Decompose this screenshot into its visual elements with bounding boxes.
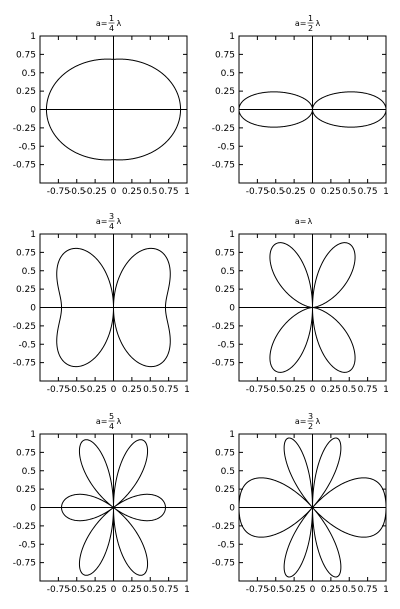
y-tick-label: -0.25 (211, 521, 235, 532)
x-tick-label: 0.25 (121, 187, 142, 197)
x-tick-label: 0.5 (143, 385, 158, 395)
x-tick-label: 0.25 (320, 187, 341, 197)
x-tick-label: 0.5 (143, 187, 158, 197)
x-tick-label: 0.25 (320, 385, 341, 395)
chart-title-prefix: a= (95, 217, 108, 226)
x-tick-label: 1 (383, 385, 389, 395)
y-tick-label: 0.75 (214, 50, 235, 61)
x-tick-label: -0.75 (245, 187, 270, 197)
chart-title-prefix: a= (95, 19, 108, 28)
y-tick-label: 0.5 (220, 68, 235, 79)
x-tick-label: 0.5 (143, 585, 158, 595)
x-tick-label: 1 (184, 585, 190, 595)
y-tick-label: -0.75 (211, 358, 235, 369)
y-tick-label: -0.5 (18, 142, 36, 153)
y-tick-label: -0.5 (217, 340, 235, 351)
chart-title-numerator: 1 (307, 14, 314, 23)
y-tick-label: -0.25 (211, 123, 235, 134)
x-tick-label: -0.25 (83, 187, 107, 197)
chart-title-prefix: a= (95, 417, 108, 426)
y-tick-label: 0.5 (21, 466, 36, 477)
x-tick-label: -0.5 (266, 187, 285, 197)
y-tick-label: 0.5 (21, 266, 36, 277)
y-tick-label: -0.25 (12, 521, 36, 532)
x-tick-label: 1 (383, 187, 389, 197)
x-tick-label: 0.25 (121, 585, 142, 595)
chart-title-suffix: λ (307, 217, 313, 226)
chart-title-prefix: a= (294, 217, 307, 226)
chart-title-suffix: λ (116, 417, 122, 426)
chart-title-numerator: 5 (108, 412, 115, 421)
x-tick-label: 0 (309, 187, 316, 197)
x-tick-label: -0.75 (46, 385, 71, 395)
x-tick-label: 0 (110, 187, 117, 197)
x-tick-label: 0.5 (342, 187, 357, 197)
y-tick-label: 1 (30, 230, 36, 240)
chart-panel-1 (13, 14, 190, 197)
x-tick-label: -0.75 (46, 585, 71, 595)
y-tick-label: 0.5 (220, 466, 235, 477)
x-tick-label: 0.75 (158, 385, 179, 395)
y-tick-label: 0 (30, 303, 36, 314)
x-tick-label: -0.75 (46, 187, 71, 197)
x-tick-label: -0.5 (67, 585, 86, 595)
chart-title-numerator: 1 (108, 14, 115, 23)
y-tick-label: 0 (229, 503, 235, 514)
y-tick-label: 0 (229, 105, 235, 116)
y-tick-label: 0.25 (214, 285, 235, 296)
x-tick-label: -0.5 (266, 585, 285, 595)
y-tick-label: 0.5 (21, 68, 36, 79)
x-tick-label: -0.5 (266, 385, 285, 395)
y-tick-label: -0.5 (18, 540, 36, 551)
y-tick-label: -0.5 (18, 340, 36, 351)
x-tick-label: 0.75 (158, 585, 179, 595)
x-tick-label: -0.5 (67, 385, 86, 395)
y-tick-label: -0.5 (217, 540, 235, 551)
y-tick-label: 0.5 (220, 266, 235, 277)
chart-title-suffix: λ (116, 217, 122, 226)
y-tick-label: 1 (229, 230, 235, 240)
x-tick-label: 0 (110, 385, 117, 395)
y-tick-label: 1 (30, 430, 36, 440)
x-tick-label: -0.75 (245, 385, 270, 395)
y-tick-label: -0.5 (217, 142, 235, 153)
chart-title-denominator: 4 (108, 222, 115, 231)
y-tick-label: 0.25 (214, 485, 235, 496)
chart-panel-6 (212, 412, 389, 595)
x-tick-label: -0.25 (282, 385, 306, 395)
chart-panel-3 (13, 212, 190, 395)
y-tick-label: 0.75 (214, 248, 235, 259)
y-tick-label: 0.75 (15, 50, 36, 61)
x-tick-label: 0 (110, 585, 117, 595)
chart-title-suffix: λ (116, 19, 122, 28)
y-tick-label: -0.75 (211, 160, 235, 171)
y-tick-label: 0.25 (15, 485, 36, 496)
y-tick-label: -0.75 (211, 558, 235, 569)
x-tick-label: 0.75 (357, 385, 378, 395)
y-tick-label: 0.75 (15, 448, 36, 459)
chart-title-denominator: 2 (307, 422, 314, 431)
x-tick-label: 1 (184, 187, 190, 197)
chart-title-suffix: λ (315, 19, 321, 28)
x-tick-label: -0.25 (282, 585, 306, 595)
y-tick-label: 0 (229, 303, 235, 314)
chart-title-denominator: 4 (108, 422, 115, 431)
chart-title-suffix: λ (315, 417, 321, 426)
chart-panel-5 (13, 412, 190, 595)
y-tick-label: 0.25 (214, 87, 235, 98)
x-tick-label: 0 (309, 385, 316, 395)
y-tick-label: -0.25 (211, 321, 235, 332)
x-tick-label: 0.75 (158, 187, 179, 197)
chart-title-denominator: 4 (108, 24, 115, 33)
chart-panel-2 (212, 14, 389, 197)
y-tick-label: 0 (30, 105, 36, 116)
chart-title-prefix: a= (294, 417, 307, 426)
x-tick-label: -0.25 (83, 585, 107, 595)
y-tick-label: 0.25 (15, 87, 36, 98)
x-tick-label: 0.5 (342, 385, 357, 395)
y-tick-label: 1 (229, 32, 235, 42)
x-tick-label: 1 (383, 585, 389, 595)
y-tick-label: -0.75 (12, 558, 36, 569)
chart-title-numerator: 3 (307, 412, 314, 421)
x-tick-label: 0.75 (357, 585, 378, 595)
y-tick-label: 0 (30, 503, 36, 514)
x-tick-label: 1 (184, 385, 190, 395)
x-tick-label: 0.25 (121, 385, 142, 395)
y-tick-label: 0.75 (15, 248, 36, 259)
x-tick-label: 0.75 (357, 187, 378, 197)
y-tick-label: -0.25 (12, 321, 36, 332)
x-tick-label: 0.25 (320, 585, 341, 595)
x-tick-label: 0 (309, 585, 316, 595)
chart-title-denominator: 2 (307, 24, 314, 33)
y-tick-label: 1 (229, 430, 235, 440)
x-tick-label: -0.25 (282, 187, 306, 197)
chart-panel-4 (212, 217, 389, 395)
y-tick-label: -0.75 (12, 358, 36, 369)
y-tick-label: -0.75 (12, 160, 36, 171)
y-tick-label: 0.75 (214, 448, 235, 459)
y-tick-label: 0.25 (15, 285, 36, 296)
chart-title-prefix: a= (294, 19, 307, 28)
x-tick-label: -0.25 (83, 385, 107, 395)
x-tick-label: 0.5 (342, 585, 357, 595)
x-tick-label: -0.5 (67, 187, 86, 197)
y-tick-label: -0.25 (12, 123, 36, 134)
y-tick-label: 1 (30, 32, 36, 42)
x-tick-label: -0.75 (245, 585, 270, 595)
chart-title-numerator: 3 (108, 212, 115, 221)
